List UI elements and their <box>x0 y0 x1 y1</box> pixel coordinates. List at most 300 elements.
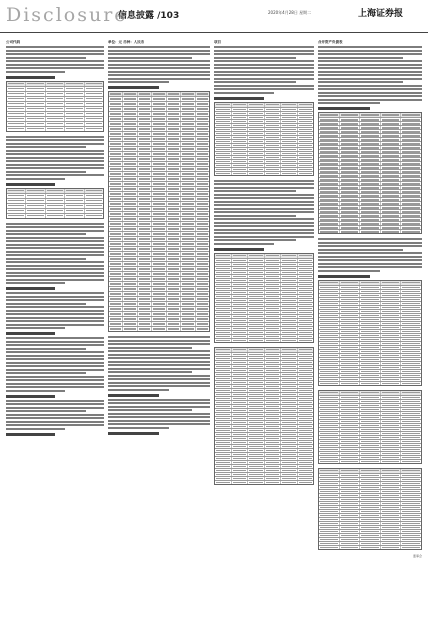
table-cell <box>401 354 421 357</box>
text-line <box>214 215 296 217</box>
table-cell <box>167 317 181 321</box>
table-cell <box>401 366 421 369</box>
table-cell <box>232 365 249 368</box>
table-cell <box>340 478 361 481</box>
table-cell <box>248 120 265 123</box>
table-cell <box>265 307 282 310</box>
table-cell <box>123 317 137 321</box>
table-cell <box>109 202 123 206</box>
table-cell <box>215 461 232 464</box>
table-cell <box>232 120 249 123</box>
table-cell <box>381 182 402 185</box>
table-cell <box>215 112 232 115</box>
table-cell <box>181 252 195 256</box>
table-cell <box>167 207 181 211</box>
table-cell <box>65 122 84 126</box>
table-cell <box>281 377 298 380</box>
text-line <box>318 88 422 90</box>
text-line <box>108 385 210 387</box>
table-cell <box>319 408 340 411</box>
table-cell <box>232 172 249 175</box>
table-cell <box>381 366 402 369</box>
table-cell <box>232 315 249 318</box>
table-cell <box>123 277 137 281</box>
table-cell <box>319 198 340 201</box>
table-cell <box>360 542 381 545</box>
table-cell <box>381 130 402 133</box>
table-cell <box>196 312 209 316</box>
table-cell <box>360 354 381 357</box>
table-cell <box>232 160 249 163</box>
table-cell <box>381 113 402 117</box>
table-cell <box>123 97 137 101</box>
table-cell <box>7 82 26 86</box>
table-cell <box>340 122 361 125</box>
text-line <box>318 74 422 76</box>
table-cell <box>319 518 340 521</box>
table-cell <box>298 315 314 318</box>
table-cell <box>381 122 402 125</box>
data-table <box>214 347 314 485</box>
table-cell <box>152 202 166 206</box>
table-cell <box>340 218 361 221</box>
table-cell <box>232 437 249 440</box>
table-cell <box>319 486 340 489</box>
text-line <box>6 365 104 367</box>
table-cell <box>232 373 249 376</box>
table-cell <box>85 102 103 106</box>
table-cell <box>248 283 265 286</box>
table-cell <box>123 137 137 141</box>
table-cell <box>181 257 195 261</box>
table-cell <box>215 385 232 388</box>
table-cell <box>152 137 166 141</box>
table-cell <box>232 369 249 372</box>
table-cell <box>248 401 265 404</box>
text-line <box>108 361 210 363</box>
table-cell <box>109 272 123 276</box>
table-cell <box>401 456 421 459</box>
table-cell <box>7 209 26 213</box>
text-line <box>108 357 210 359</box>
table-cell <box>340 226 361 229</box>
table-cell <box>248 381 265 384</box>
table-cell <box>232 469 249 472</box>
table-cell <box>181 217 195 221</box>
table-cell <box>281 156 298 159</box>
table-cell <box>248 307 265 310</box>
table-cell <box>298 283 314 286</box>
table-cell <box>248 437 265 440</box>
table-cell <box>281 417 298 420</box>
text-line <box>6 139 104 141</box>
table-cell <box>196 92 209 96</box>
table-cell <box>401 178 421 181</box>
table-cell <box>298 311 314 314</box>
sub-heading <box>108 394 159 397</box>
table-cell <box>167 292 181 296</box>
text-line <box>108 406 210 408</box>
text-line <box>214 85 314 87</box>
table-cell <box>340 190 361 193</box>
table-cell <box>248 465 265 468</box>
table-cell <box>196 142 209 146</box>
table-cell <box>215 279 232 282</box>
table-cell <box>298 136 314 139</box>
table-cell <box>360 404 381 407</box>
text-paragraph <box>6 46 104 73</box>
table-cell <box>319 286 340 289</box>
table-cell <box>26 92 45 96</box>
table-cell <box>265 299 282 302</box>
table-cell <box>232 128 249 131</box>
table-cell <box>265 441 282 444</box>
text-line <box>318 57 403 59</box>
table-cell <box>215 481 232 484</box>
table-cell <box>401 182 421 185</box>
table-cell <box>360 502 381 505</box>
text-line <box>6 157 104 159</box>
table-cell <box>298 453 314 456</box>
table-cell <box>319 174 340 177</box>
table-cell <box>381 412 402 415</box>
table-cell <box>152 307 166 311</box>
text-line <box>6 414 104 416</box>
text-paragraph <box>318 238 422 272</box>
table-cell <box>401 404 421 407</box>
table-cell <box>298 295 314 298</box>
text-line <box>318 50 422 52</box>
table-cell <box>138 222 152 226</box>
table-cell <box>381 526 402 529</box>
table-cell <box>401 150 421 153</box>
table-cell <box>360 126 381 129</box>
table-cell <box>109 182 123 186</box>
table-cell <box>248 295 265 298</box>
table-cell <box>401 362 421 365</box>
table-cell <box>152 322 166 326</box>
table-cell <box>281 299 298 302</box>
table-cell <box>340 436 361 439</box>
table-cell <box>265 413 282 416</box>
table-cell <box>215 453 232 456</box>
text-line <box>318 238 422 240</box>
table-cell <box>265 311 282 314</box>
text-line <box>108 347 192 349</box>
table-cell <box>248 449 265 452</box>
table-cell <box>248 425 265 428</box>
table-cell <box>196 292 209 296</box>
table-cell <box>152 267 166 271</box>
table-cell <box>381 302 402 305</box>
text-line <box>6 50 104 52</box>
table-cell <box>360 460 381 463</box>
text-line <box>108 368 210 370</box>
table-cell <box>215 124 232 127</box>
table-cell <box>123 172 137 176</box>
table-cell <box>298 473 314 476</box>
table-cell <box>360 298 381 301</box>
table-cell <box>340 334 361 337</box>
table-cell <box>340 404 361 407</box>
table-cell <box>319 416 340 419</box>
table-cell <box>340 456 361 459</box>
table-cell <box>401 310 421 313</box>
table-cell <box>181 142 195 146</box>
table-cell <box>26 209 45 213</box>
table-cell <box>265 339 282 342</box>
table-cell <box>265 393 282 396</box>
table-cell <box>181 97 195 101</box>
table-cell <box>7 92 26 96</box>
table-cell <box>298 441 314 444</box>
table-cell <box>401 494 421 497</box>
table-cell <box>360 400 381 403</box>
table-cell <box>109 177 123 181</box>
table-cell <box>196 297 209 301</box>
text-line <box>6 223 104 225</box>
table-cell <box>167 197 181 201</box>
table-cell <box>65 204 84 208</box>
table-cell <box>281 108 298 111</box>
table-cell <box>248 481 265 484</box>
table-cell <box>196 222 209 226</box>
table-cell <box>319 482 340 485</box>
table-cell <box>152 142 166 146</box>
table-cell <box>123 212 137 216</box>
table-cell <box>401 306 421 309</box>
table-cell <box>123 292 137 296</box>
table-cell <box>401 322 421 325</box>
table-cell <box>360 290 381 293</box>
table-cell <box>181 187 195 191</box>
table-cell <box>360 314 381 317</box>
table-cell <box>298 327 314 330</box>
table-cell <box>109 167 123 171</box>
table-cell <box>167 247 181 251</box>
text-line <box>108 402 210 404</box>
table-cell <box>123 147 137 151</box>
table-cell <box>123 257 137 261</box>
table-cell <box>360 230 381 233</box>
table-cell <box>167 267 181 271</box>
text-line <box>108 64 210 66</box>
table-cell <box>298 365 314 368</box>
table-cell <box>340 162 361 165</box>
table-cell <box>298 429 314 432</box>
table-cell <box>232 425 249 428</box>
table-cell <box>298 291 314 294</box>
table-cell <box>340 306 361 309</box>
table-cell <box>152 182 166 186</box>
table-cell <box>215 132 232 135</box>
sub-heading <box>6 395 55 398</box>
table-cell <box>401 498 421 501</box>
text-line <box>214 204 314 206</box>
table-cell <box>360 514 381 517</box>
table-cell <box>340 486 361 489</box>
table-cell <box>281 254 298 258</box>
table-cell <box>340 448 361 451</box>
table-cell <box>319 314 340 317</box>
text-line <box>6 244 104 246</box>
table-cell <box>215 397 232 400</box>
table-cell <box>109 302 123 306</box>
table-cell <box>123 112 137 116</box>
table-cell <box>340 538 361 541</box>
table-cell <box>298 172 314 175</box>
text-line <box>6 303 86 305</box>
table-cell <box>46 194 65 198</box>
table-cell <box>215 271 232 274</box>
text-line <box>6 247 104 249</box>
table-cell <box>138 167 152 171</box>
table-cell <box>196 97 209 101</box>
table-cell <box>360 202 381 205</box>
table-cell <box>340 210 361 213</box>
table-cell <box>381 226 402 229</box>
table-cell <box>196 202 209 206</box>
table-cell <box>232 421 249 424</box>
table-cell <box>381 154 402 157</box>
table-cell <box>360 416 381 419</box>
table-cell <box>248 303 265 306</box>
table-cell <box>248 339 265 342</box>
text-line <box>6 296 104 298</box>
table-cell <box>181 107 195 111</box>
table-cell <box>319 412 340 415</box>
table-cell <box>138 302 152 306</box>
text-line <box>318 266 422 268</box>
table-cell <box>381 186 402 189</box>
table-cell <box>298 373 314 376</box>
table-cell <box>401 194 421 197</box>
table-cell <box>232 140 249 143</box>
table-cell <box>248 413 265 416</box>
table-cell <box>401 170 421 173</box>
table-cell <box>381 314 402 317</box>
table-cell <box>123 127 137 131</box>
table-cell <box>138 312 152 316</box>
table-cell <box>319 366 340 369</box>
table-cell <box>298 405 314 408</box>
table-cell <box>401 474 421 477</box>
text-line <box>214 92 274 94</box>
table-cell <box>152 162 166 166</box>
text-line <box>108 50 210 52</box>
table-cell <box>181 102 195 106</box>
table-cell <box>138 152 152 156</box>
table-cell <box>248 287 265 290</box>
table-cell <box>319 302 340 305</box>
sub-heading <box>6 332 55 335</box>
text-line <box>108 389 169 391</box>
table-cell <box>215 275 232 278</box>
table-cell <box>152 257 166 261</box>
table-cell <box>401 314 421 317</box>
table-cell <box>248 377 265 380</box>
table-cell <box>265 369 282 372</box>
table-cell <box>401 334 421 337</box>
table-cell <box>401 534 421 537</box>
table-cell <box>298 421 314 424</box>
table-cell <box>138 197 152 201</box>
table-cell <box>248 132 265 135</box>
table-cell <box>138 247 152 251</box>
table-cell <box>196 107 209 111</box>
table-cell <box>196 147 209 151</box>
table-cell <box>123 242 137 246</box>
table-cell <box>381 460 402 463</box>
table-cell <box>360 190 381 193</box>
table-cell <box>248 353 265 356</box>
text-line <box>214 64 314 66</box>
table-cell <box>265 116 282 119</box>
table-cell <box>360 436 381 439</box>
table-cell <box>232 361 249 364</box>
table-cell <box>265 425 282 428</box>
table-cell <box>232 441 249 444</box>
table-cell <box>340 474 361 477</box>
table-cell <box>298 319 314 322</box>
text-paragraph <box>214 46 314 94</box>
table-cell <box>401 230 421 233</box>
table-cell <box>281 477 298 480</box>
table-cell <box>181 312 195 316</box>
table-cell <box>319 490 340 493</box>
table-cell <box>381 290 402 293</box>
table-cell <box>265 331 282 334</box>
table-cell <box>152 122 166 126</box>
table-cell <box>298 160 314 163</box>
table-cell <box>248 365 265 368</box>
table-cell <box>381 514 402 517</box>
table-cell <box>319 113 340 117</box>
table-cell <box>340 350 361 353</box>
text-line <box>318 67 422 69</box>
table-cell <box>152 107 166 111</box>
table-cell <box>123 222 137 226</box>
table-cell <box>265 409 282 412</box>
table-cell <box>265 445 282 448</box>
table-cell <box>319 134 340 137</box>
table-cell <box>215 405 232 408</box>
table-cell <box>281 401 298 404</box>
table-cell <box>360 498 381 501</box>
table-cell <box>381 456 402 459</box>
table-cell <box>401 218 421 221</box>
table-cell <box>123 207 137 211</box>
table-cell <box>360 420 381 423</box>
table-cell <box>298 120 314 123</box>
table-cell <box>138 317 152 321</box>
table-cell <box>381 428 402 431</box>
table-cell <box>319 542 340 545</box>
table-cell <box>181 302 195 306</box>
text-line <box>108 420 210 422</box>
table-cell <box>196 287 209 291</box>
text-line <box>214 78 314 80</box>
table-cell <box>65 112 84 116</box>
table-cell <box>298 335 314 338</box>
table-cell <box>265 473 282 476</box>
text-line <box>214 211 314 213</box>
table-cell <box>215 136 232 139</box>
table-row <box>319 546 421 549</box>
table-cell <box>360 346 381 349</box>
table-cell <box>109 117 123 121</box>
table-cell <box>181 237 195 241</box>
